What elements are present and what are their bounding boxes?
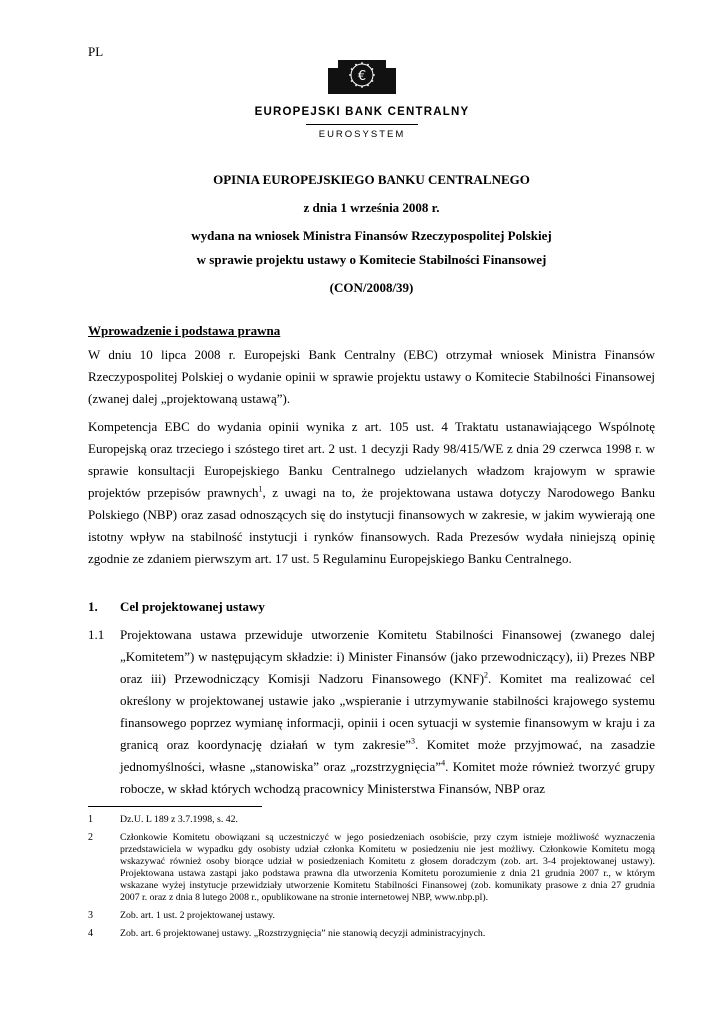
- title-line-1: OPINIA EUROPEJSKIEGO BANKU CENTRALNEGO: [213, 172, 530, 187]
- paragraph-1-1-number: 1.1: [88, 627, 105, 642]
- footnote-ref-3[interactable]: 3: [411, 736, 415, 746]
- footnote-number: 3: [88, 910, 93, 921]
- intro-paragraph-2-text-b: , z uwagi na to, że projektowana ustawa dotyczy Narodowego Banku Polskiego (NBP) oraz zasad odnoszących się do instytucji finansowych w zakresie, w jakim wywierają one istotny wpływ na stabilność instytucji i rynków finansowych. Rada Prezesów wydała niniejszą opinię zgodnie ze zdaniem pierwszym art. 17 ust. 5 Regulaminu Europejskiego Banku Centralnego.: [88, 485, 655, 566]
- paragraph-1-1-text: [120, 624, 655, 800]
- p11-text-c: . Komitet może przyjmować, na zasadzie jednomyślności, własne „stanowiska” oraz „rozstrzygnięcia”: [120, 737, 655, 774]
- p11-text-d: . Komitet może również tworzyć grupy robocze, w skład których wchodzą pracownicy Ministerstwa Finansów, NBP oraz: [120, 759, 656, 796]
- ecb-emblem-icon: [326, 56, 398, 96]
- footnotes: [88, 814, 655, 946]
- footnote-number: 4: [88, 928, 93, 939]
- p11-text-b: . Komitet ma realizować cel określony w projektowanej ustawie jako „wspieranie i utrzymywanie stabilności krajowego systemu finansowego poprzez wymianę informacji, opinii i ocen sytuacji w systemie finansowym w kraju i za granicą oraz koordynację działań w tym zakresie”: [120, 671, 655, 752]
- intro-heading: Wprowadzenie i podstawa prawna: [88, 323, 281, 338]
- footnote-ref-4[interactable]: 4: [441, 758, 446, 768]
- paragraph-1-1: [88, 624, 655, 800]
- logo-divider: [306, 124, 418, 125]
- eurosystem-label: EUROSYSTEM: [318, 129, 406, 140]
- footnote-divider: [88, 806, 262, 807]
- footnote-3: [88, 910, 655, 922]
- section-1-heading: [88, 596, 655, 618]
- footnote-text: Zob. art. 1 ust. 2 projektowanej ustawy.: [120, 910, 275, 921]
- title-line-3: wydana na wniosek Ministra Finansów Rzeczypospolitej Polskiej: [191, 228, 552, 243]
- language-code: PL: [88, 44, 104, 59]
- footnote-text: Zob. art. 6 projektowanej ustawy. „Rozstrzygnięcia” nie stanowią decyzji administracyjnych.: [120, 928, 486, 939]
- footnote-number: 1: [88, 814, 93, 825]
- svg-text:€: €: [357, 69, 367, 84]
- title-line-4: w sprawie projektu ustawy o Komitecie Stabilności Finansowej: [196, 252, 547, 267]
- footnote-ref-1[interactable]: 1: [258, 484, 263, 494]
- intro-paragraph-2: [88, 416, 655, 570]
- section-1-title: Cel projektowanej ustawy: [120, 599, 265, 614]
- document-body: [88, 320, 655, 800]
- section-1-number: 1.: [88, 599, 98, 614]
- title-reference: (CON/2008/39): [329, 280, 414, 295]
- footnote-number: 2: [88, 832, 93, 843]
- document-title: [88, 168, 655, 300]
- footnote-4: [88, 928, 655, 940]
- title-date: z dnia 1 września 2008 r.: [303, 200, 440, 215]
- footnote-1: [88, 814, 655, 826]
- footnote-2: [88, 832, 655, 904]
- footnote-ref-2[interactable]: 2: [484, 670, 489, 680]
- intro-paragraph-1: W dniu 10 lipca 2008 r. Europejski Bank Centralny (EBC) otrzymał wniosek Ministra Finansów Rzeczypospolitej Polskiej o wydanie opinii w sprawie projektu ustawy o Komitecie Stabilności Finansowej (zwanej dalej „projektowaną ustawą”).: [88, 347, 655, 406]
- ecb-logo: [0, 56, 724, 140]
- intro-paragraph-2-text-a: Kompetencja EBC do wydania opinii wynika z art. 105 ust. 4 Traktatu ustanawiającego Wspólnotę Europejską oraz trzeciego i szóstego tiret art. 2 ust. 1 decyzji Rady 98/415/WE z dnia 29 czerwca 1998 r. w sprawie konsultacji Europejskiego Banku Centralnego udzielanych władzom krajowym w sprawie projektów przepisów prawnych: [88, 419, 655, 500]
- p11-text-a: Projektowana ustawa przewiduje utworzenie Komitetu Stabilności Finansowej (zwanego dalej „Komitetem”) w następującym składzie: i) Minister Finansów (jako przewodniczący), ii) Prezes NBP oraz iii) Przewodniczący Komisji Nadzoru Finansowego (KNF): [120, 627, 655, 686]
- footnote-text: Członkowie Komitetu obowiązani są uczestniczyć w jego posiedzeniach osobiście, przy czym istnieje możliwość wyznaczenia przedstawiciela w wypadku gdy osobisty udział członka Komitetu w posiedzeniu nie jest możliwy. Członkowie Komitetu mogą wskazywać również osoby biorące udział w posiedzeniach Komitetu z głosem doradczym (zob. art. 3-4 projektowanej ustawy). Projektowana ustawa zastąpi jako podstawa prawna dla utworzenia Komitetu porozumienie z dnia 21 grudnia 2007 r., w którym wskazane wyżej instytucje przewidziały utworzenie Komitetu Stabilności Finansowej (zob. komunikaty prasowe z dnia 27 grudnia 2007 r. oraz z dnia 8 lutego 2008 r., opublikowane na stronie internetowej NBP, www.nbp.pl).: [120, 832, 655, 903]
- bank-name: EUROPEJSKI BANK CENTRALNY: [254, 106, 470, 118]
- footnote-text: Dz.U. L 189 z 3.7.1998, s. 42.: [120, 814, 239, 825]
